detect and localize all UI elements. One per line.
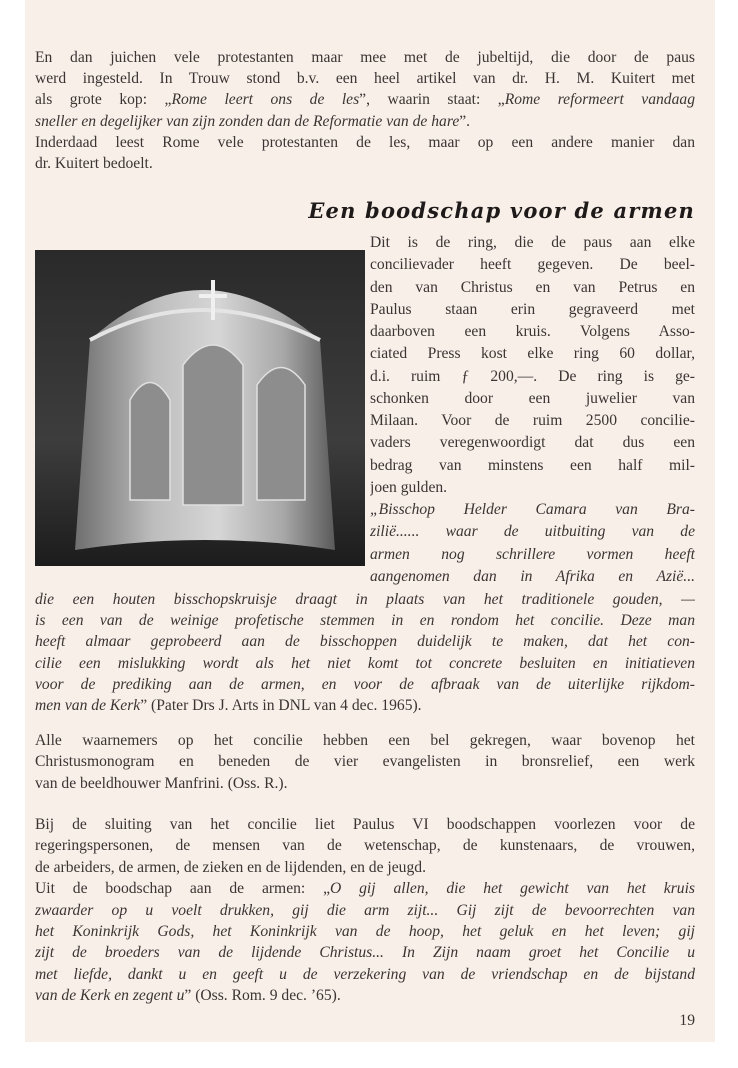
text: ” (Pater Drs J. Arts in DNL van 4 dec. 1965). [140,697,422,715]
text-line [370,432,695,454]
text-line [35,89,695,110]
text-line [35,985,695,1006]
text-line [35,153,695,174]
ring-photo [35,250,365,566]
text-line [35,631,695,652]
text: Christusmonogram en beneden de vier evangelisten in bronsrelief, een werk [35,753,695,771]
text: Milaan. Voor de ruim 2500 concilie- [370,412,695,430]
text-line [35,589,695,610]
text-line [370,477,695,499]
text-line [370,455,695,477]
text-line [35,964,695,985]
italic-text: armen nog schrillere vormen heeft [370,545,695,563]
text: den van Christus en van Petrus en [370,278,695,296]
italic-text: zilië...... waar de uitbuiting van de [370,523,695,541]
text-line [35,674,695,695]
text-line [370,277,695,299]
text-line [370,544,695,566]
text: daarboven een kruis. Volgens Asso- [370,323,695,341]
italic-text: heeft almaar geprobeerd aan de bisschoppen duidelijk te maken, dat het con- [35,633,695,651]
text-line [370,499,695,521]
text: Dit is de ring, die de paus aan elke [370,234,695,251]
italic-text: Rome reformeert vandaag [504,91,695,109]
text: werd ingesteld. In Trouw stond b.v. een heel artikel van dr. H. M. Kuitert met [35,70,695,88]
italic-text: sneller en degelijker van zijn zonden dan de Reformatie van de hare [35,112,460,130]
text-line [370,388,695,410]
text-line [370,232,695,254]
text-line [35,857,695,878]
closing-paragraph [35,814,695,1007]
text: d.i. ruim ƒ 200,—. De ring is ge- [370,367,695,385]
text: En dan juichen vele protestanten maar mee met de jubeltijd, die door de paus [35,49,695,66]
italic-text: die een houten bisschopskruisje draagt in plaats van het traditionele gouden, — [35,591,695,608]
text-line [35,653,695,674]
text-line [35,610,695,631]
text: bedrag van minstens een half mil- [370,456,695,474]
italic-text: zijt de broeders van de lijdende Christus... In Zijn naam groet het Concilie u [35,944,695,962]
text: als grote kop: „ [35,91,172,109]
text-line [370,521,695,543]
text: Alle waarnemers op het concilie hebben een bel gekregen, waar bovenop het [35,732,695,749]
quote-continuation [35,589,695,716]
text-line [370,366,695,388]
text: van de beeldhouwer Manfrini. (Oss. R.). [35,774,288,792]
text: Paulus staan erin gegraveerd met [370,300,695,318]
italic-text: aangenomen dan in Afrika en Azië... [370,567,695,585]
italic-text: voor de prediking aan de armen, en voor de afbraak van de uiterlijke rijkdom- [35,675,695,693]
italic-text: cilie een mislukking wordt als het niet komt tot concrete besluiten en initiatieven [35,654,695,672]
text-line [35,695,695,716]
text: ” (Oss. Rom. 9 dec. ’65). [184,987,341,1005]
italic-text: zwaarder op u voelt drukken, gij die arm zijt... Gij zijt de bevoorrechten van [35,901,695,919]
text-line [35,132,695,153]
text-line [35,900,695,921]
italic-text: met liefde, dankt u en geeft u de verzekering van de vriendschap en de bijstand [35,965,695,983]
text-line [370,343,695,365]
text: concilievader heeft gegeven. De beel- [370,256,695,274]
italic-text: O gij allen, die het gewicht van het kruis [330,880,695,898]
text-line [35,921,695,942]
text: Uit de boodschap aan de armen: „ [35,880,331,898]
text-line [370,566,695,588]
italic-text: het Koninkrijk Gods, het Koninkrijk van de hoop, het geluk en het leven; gij [35,923,695,941]
text-line [35,111,695,132]
section-heading: Een boodschap voor de armen [308,198,695,223]
text-line [35,730,695,751]
ring-description-column [370,232,695,588]
bell-paragraph [35,730,695,794]
text-line [35,68,695,89]
text: ciated Press kost elke ring 60 dollar, [370,345,695,363]
page-number: 19 [679,1012,695,1029]
text-line [35,878,695,899]
text-line [370,254,695,276]
text: ”. [459,112,471,130]
text-line [35,814,695,835]
italic-text: is een van de weinige profetische stemmen in en rondom het concilie. Deze man [35,612,695,630]
text: dr. Kuitert bedoelt. [35,155,153,173]
text: joen gulden. [370,478,448,496]
italic-text: Rome leert ons de les [171,91,360,109]
text-line [35,47,695,68]
text-line [35,773,695,794]
text: de arbeiders, de armen, de zieken en de lijdenden, en de jeugd. [35,858,426,876]
intro-paragraph [35,47,695,174]
italic-text: van de Kerk en zegent u [35,987,185,1005]
text: regeringspersonen, de mensen van de wetenschap, de kunstenaars, de vrouwen, [35,837,695,855]
text-line [35,835,695,856]
text: ”, waarin staat: „ [359,91,505,109]
text-line [370,410,695,432]
text: Bij de sluiting van het concilie liet Paulus VI boodschappen voorlezen voor de [35,816,695,833]
text-line [370,321,695,343]
text: schonken door een juwelier van [370,389,695,407]
text-line [35,751,695,772]
text-line [370,299,695,321]
text: vaders veregenwoordigt dat dus een [370,434,695,452]
italic-text: „Bisschop Helder Camara van Bra- [370,501,695,519]
text: Inderdaad leest Rome vele protestanten de les, maar op een andere manier dan [35,133,695,151]
italic-text: men van de Kerk [35,697,141,715]
text-line [35,942,695,963]
